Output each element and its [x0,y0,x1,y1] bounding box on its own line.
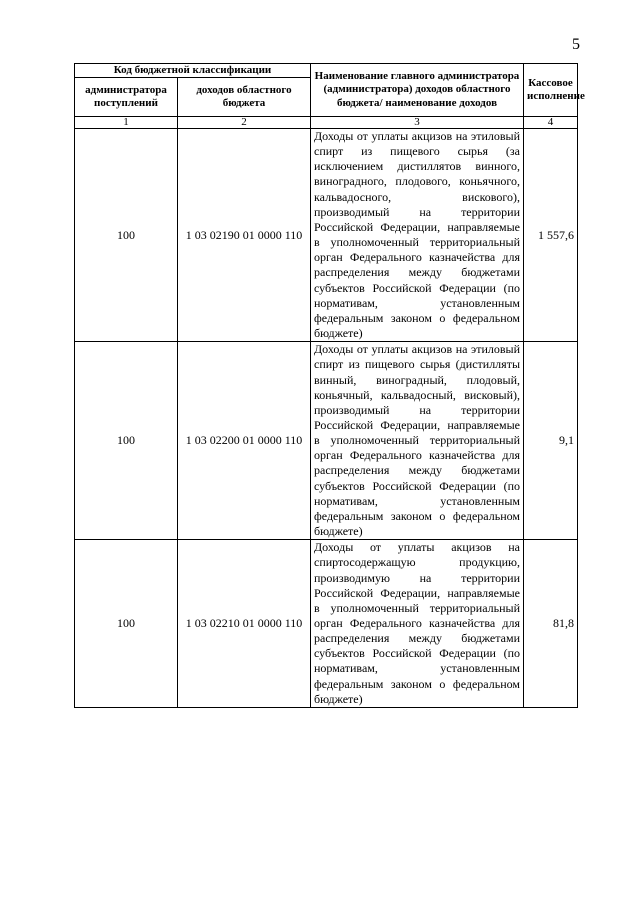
administrator-code-cell: 100 [75,540,178,708]
column-number: 4 [524,117,578,129]
revenue-name-text: Доходы от уплаты акцизов на спиртосодержащую продукцию, производимую на территории Российской Федерации, направляемые в уполномоченный территориальный орган Федерального казначейства для распределения между бюджетами субъектов Российской Федерации (по нормативам, установленным федеральным законом о федеральном бюджете) [314,540,520,706]
revenue-name-text: Доходы от уплаты акцизов на этиловый спирт из пищевого сырья (дистилляты винный, виноградный, плодовый, коньячный, кальвадосный, висковый), производимый на территории Российской Федерации, направляемые в уполномоченный территориальный орган Федерального казначейства для распределения между бюджетами субъектов Российской Федерации (по нормативам, установленным федеральным законом о федеральном бюджете) [314,342,520,539]
table-row [75,540,578,708]
administrator-code-cell: 100 [75,129,178,342]
header-revenue-code: доходов областного бюджета [178,78,311,117]
column-number: 1 [75,117,178,129]
cash-execution-cell: 9,1 [524,342,578,540]
header-budget-classification-code: Код бюджетной классификации [75,64,311,78]
table-row [75,129,578,342]
budget-classification-table [74,63,585,708]
administrator-code-cell: 100 [75,342,178,540]
revenue-name-text: Доходы от уплаты акцизов на этиловый спирт из пищевого сырья (за исключением дистиллятов винного, виноградного, плодового, коньячного, кальвадосного, вискового), производимый на территории Российской Федерации, направляемые в уполномоченный территориальный орган Федерального казначейства для распределения между бюджетами субъектов Российской Федерации (по нормативам, установленным федеральным законом о федеральном бюджете) [314,129,520,341]
header-cash-execution: Кассовое исполнение [524,64,578,117]
cash-execution-cell: 81,8 [524,540,578,708]
revenue-name-cell [311,342,524,540]
header-administrator-name: Наименование главного администратора (администратора) доходов областного бюджета/ наименование доходов [311,64,524,117]
table-row [75,342,578,540]
revenue-code-cell: 1 03 02210 01 0000 110 [178,540,311,708]
page-number: 5 [572,36,580,53]
column-number: 3 [311,117,524,129]
revenue-code-cell: 1 03 02190 01 0000 110 [178,129,311,342]
revenue-name-cell [311,129,524,342]
revenue-name-cell [311,540,524,708]
cash-execution-cell: 1 557,6 [524,129,578,342]
column-number: 2 [178,117,311,129]
revenue-code-cell: 1 03 02200 01 0000 110 [178,342,311,540]
header-administrator-code: администратора поступлений [75,78,178,117]
